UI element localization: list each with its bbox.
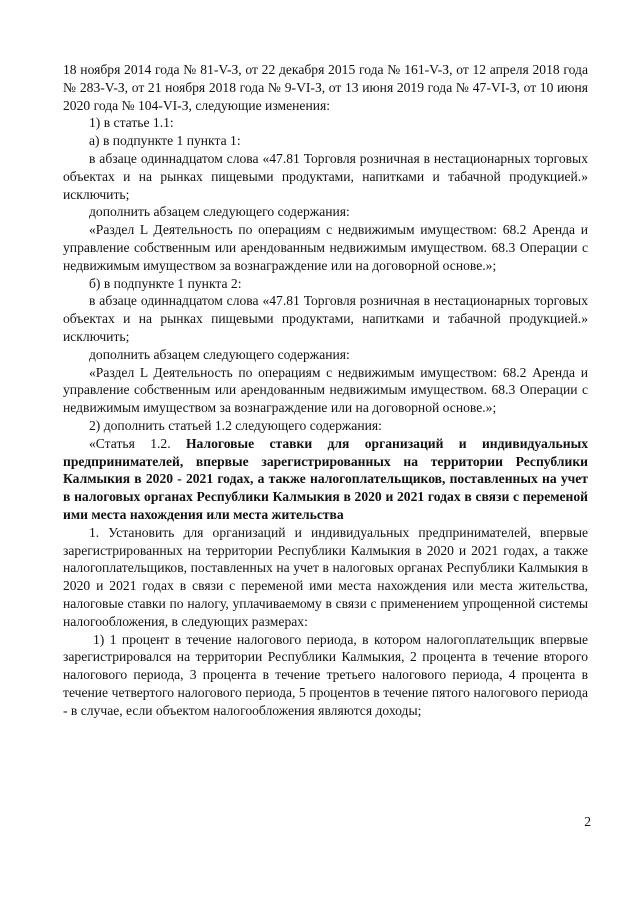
clause-1: 1. Установить для организаций и индивидуальных предпринимателей, впервые зарегистрированных на территории Республики Калмыкия в 2020 и 2021 годах, а также налогоплательщиков, поставленных на учет в налоговых органах Республики Калмыкия в 2020 и 2021 годах в связи с переменой ими места нахождения или места жительства, налоговые ставки по налогу, уплачиваемому в связи с применением упрощенной системы налогообложения, в следующих размерах: [63,524,588,629]
paragraph-quote: «Раздел L Деятельность по операциям с недвижимым имуществом: 68.2 Аренда и управление собственным или арендованным недвижимым имуществом. 68.3 Операции с недвижимым имуществом за вознаграждение или на договорной основе.»; [63,364,588,416]
clause-1-subitem-1: 1) 1 процент в течение налогового периода, в котором налогоплательщик впервые зарегистрировался на территории Республики Калмыкия, 2 процента в течение второго налогового периода, 3 процента в течение третьего налогового периода, 4 процента в течение четвертого налогового периода, 5 процентов в течение пятого налогового периода - в случае, если объектом налогообложения являются доходы; [63,631,588,718]
article-prefix: «Статья 1.2. [89,435,186,451]
paragraph-item-2: 2) дополнить статьей 1.2 следующего содержания: [89,417,382,433]
paragraph-text: в абзаце одиннадцатом слова «47.81 Торговля розничная в нестационарных торговых объектах и на рынках пищевыми продуктами, напитками и табачной продукцией.» исключить; [63,293,588,344]
paragraph-subitem-b: б) в подпункте 1 пункта 2: [89,275,242,291]
paragraph-text: в абзаце одиннадцатом слова «47.81 Торговля розничная в нестационарных торговых объектах и на рынках пищевыми продуктами, напитками и табачной продукцией.» исключить; [63,150,588,202]
paragraph-continuation: 18 ноября 2014 года № 81-V-З, от 22 декабря 2015 года № 161-V-З, от 12 апреля 2018 года № 283-V-З, от 21 ноября 2018 года № 9-VI-З, от 13 июня 2019 года № 47-VI-З, от 10 июня 2020 года № 104-VI-З, следующие изменения: [63,62,588,113]
paragraph-text: дополнить абзацем следующего содержания: [89,346,350,362]
paragraph-text: дополнить абзацем следующего содержания: [89,204,350,220]
paragraph-subitem-a: а) в подпункте 1 пункта 1: [89,133,241,149]
paragraph-item-1: 1) в статье 1.1: [89,115,174,131]
paragraph-quote: «Раздел L Деятельность по операциям с недвижимым имуществом: 68.2 Аренда и управление собственным или арендованным недвижимым имуществом. 68.3 Операции с недвижимым имуществом за вознаграждение или на договорной основе.»; [63,222,588,273]
article-heading [63,435,588,524]
article-title: Налоговые ставки для организаций и индивидуальных предпринимателей, впервые зарегистрированных на территории Республики Калмыкия в 2020 - 2021 годах, а также налогоплательщиков, поставленных на учет в налоговых органах Республики Калмыкия в 2020 и 2021 годах в связи с переменой ими места нахождения или места жительства [63,435,588,522]
page-number: 2 [584,814,591,829]
